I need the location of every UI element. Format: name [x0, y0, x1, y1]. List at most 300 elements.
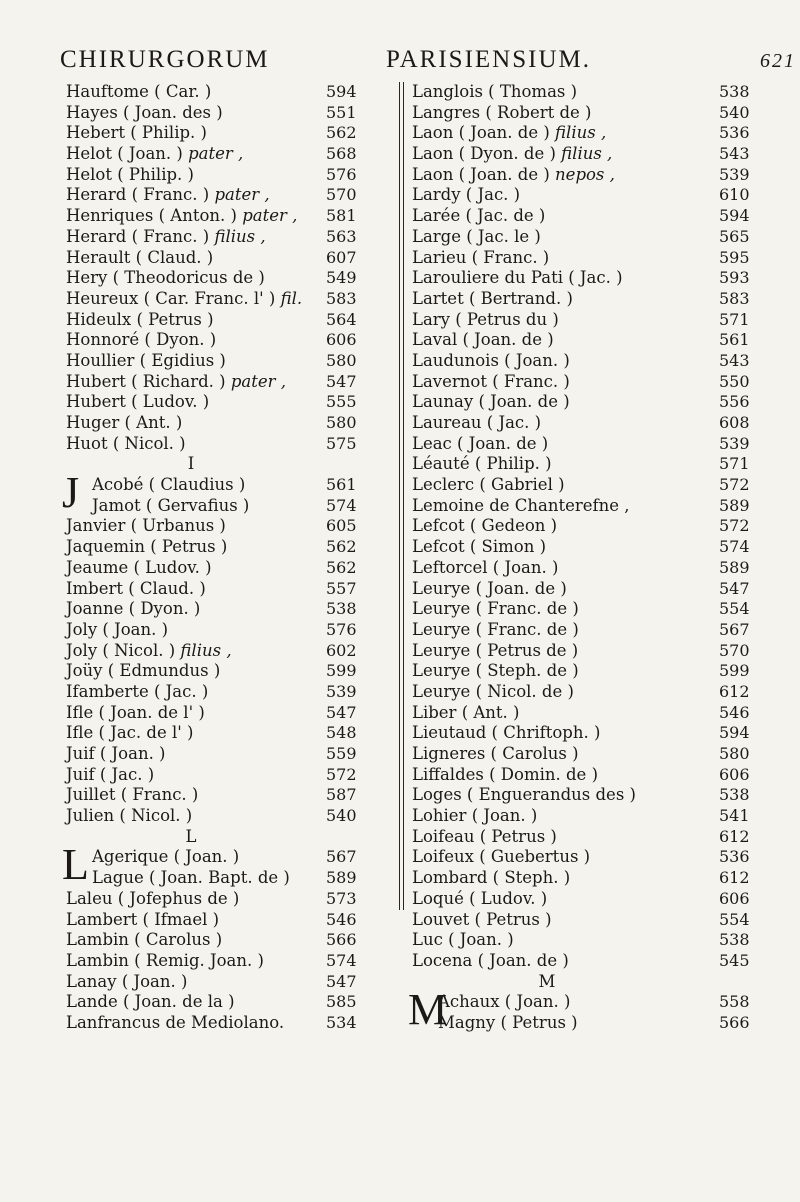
entry-name-text: Leclerc ( Gabriel )	[412, 475, 565, 495]
entry-name-text: Joanne ( Dyon. )	[66, 599, 201, 619]
index-entry	[412, 1013, 764, 1034]
entry-page-number: 558	[719, 992, 750, 1012]
index-entry	[66, 1013, 392, 1034]
entry-name-text: Juif ( Jac. )	[66, 764, 155, 784]
entry-name	[66, 785, 198, 806]
index-entry	[66, 82, 392, 103]
entry-name-text: Honnoré ( Dyon. )	[66, 330, 217, 350]
entry-name-text: Lieutaud ( Chriftoph. )	[412, 723, 601, 743]
entry-page-number: 538	[719, 930, 750, 950]
entry-page-number: 595	[719, 247, 750, 267]
index-entry	[66, 227, 392, 248]
entry-name-text: Henriques ( Anton. )	[66, 206, 237, 226]
entry-name-text: Lanay ( Joan. )	[66, 971, 188, 991]
index-entry	[66, 641, 392, 662]
index-entry	[66, 537, 392, 558]
entry-name-text: Langres ( Robert de )	[412, 102, 592, 122]
entry-page-number: 589	[719, 495, 750, 515]
index-entry	[66, 558, 392, 579]
entry-name	[66, 930, 222, 951]
entry-name	[66, 1013, 284, 1034]
entry-page-number: 554	[719, 909, 750, 929]
entry-page-number: 567	[326, 847, 357, 867]
index-entry	[412, 392, 764, 413]
entry-page-number: 573	[326, 888, 357, 908]
index-entry	[412, 351, 764, 372]
index-entry	[66, 972, 392, 993]
entry-name-text: Julien ( Nicol. )	[66, 806, 193, 826]
entry-name	[438, 1013, 578, 1034]
entry-page-number: 594	[326, 82, 357, 101]
index-entry	[66, 310, 392, 331]
entry-page-number: 536	[719, 123, 750, 143]
entry-name-text: Heureux ( Car. Franc. l' )	[66, 288, 276, 308]
entry-name-text: Lambert ( Ifmael )	[66, 909, 220, 929]
entry-page-number: 536	[719, 847, 750, 867]
entry-name-text: Achaux ( Joan. )	[438, 992, 571, 1012]
entry-page-number: 562	[326, 537, 357, 557]
entry-name	[66, 641, 232, 662]
entry-name	[412, 682, 574, 703]
page-number: 621	[760, 50, 796, 72]
entry-name-text: Houllier ( Egidius )	[66, 350, 226, 370]
entry-name-text: Laleu ( Jofephus de )	[66, 888, 240, 908]
entry-page-number: 563	[326, 226, 357, 246]
entry-name	[66, 103, 223, 124]
entry-name-text: Leftorcel ( Joan. )	[412, 557, 559, 577]
entry-page-number: 606	[326, 330, 357, 350]
entry-name-text: Lambin ( Remig. Joan. )	[66, 950, 264, 970]
entry-name-text: Laon ( Joan. de )	[412, 164, 550, 184]
entry-name	[412, 703, 519, 724]
entry-qualifier: filius ,	[561, 144, 613, 164]
entry-name-text: Leurye ( Nicol. de )	[412, 681, 574, 701]
entry-name	[412, 558, 558, 579]
index-entry	[66, 372, 392, 393]
drop-capital: M	[408, 985, 448, 1035]
entry-page-number: 550	[719, 371, 750, 391]
entry-page-number: 583	[326, 288, 357, 308]
index-entry	[412, 661, 764, 682]
entry-name	[66, 765, 154, 786]
entry-name-text: Imbert ( Claud. )	[66, 578, 206, 598]
index-entry	[66, 889, 392, 910]
entry-name-text: Helot ( Joan. )	[66, 144, 183, 164]
entry-page-number: 566	[719, 1012, 750, 1032]
entry-name-text: Lemoine de Chanterefne ,	[412, 495, 630, 515]
entry-name	[412, 765, 598, 786]
entry-name-text: Liber ( Ant. )	[412, 702, 520, 722]
entry-name-text: Lardy ( Jac. )	[412, 185, 521, 205]
entry-page-number: 547	[326, 371, 357, 391]
entry-name-text: Lambin ( Carolus )	[66, 930, 223, 950]
entry-name	[412, 599, 579, 620]
entry-page-number: 557	[326, 578, 357, 598]
index-entry	[412, 454, 764, 475]
entry-page-number: 547	[326, 971, 357, 991]
entry-page-number: 574	[719, 537, 750, 557]
entry-page-number: 571	[719, 309, 750, 329]
entry-name	[412, 620, 579, 641]
entry-name	[66, 806, 192, 827]
entry-page-number: 599	[719, 661, 750, 681]
entry-name-text: Lefcot ( Simon )	[412, 537, 547, 557]
entry-page-number: 589	[326, 868, 357, 888]
entry-name	[438, 992, 570, 1013]
entry-name	[66, 289, 302, 310]
index-entry	[412, 537, 764, 558]
entry-name	[412, 123, 606, 144]
entry-name	[412, 372, 570, 393]
index-entry	[66, 496, 392, 517]
entry-name-text: Lande ( Joan. de la )	[66, 992, 235, 1012]
entry-name-text: Luc ( Joan. )	[412, 930, 514, 950]
entry-page-number: 594	[719, 723, 750, 743]
entry-qualifier: pater ,	[242, 206, 298, 226]
index-entry	[66, 144, 392, 165]
index-entry	[66, 992, 392, 1013]
entry-page-number: 538	[719, 82, 750, 101]
entry-name	[66, 889, 239, 910]
entry-page-number: 539	[719, 164, 750, 184]
entry-name	[412, 434, 548, 455]
index-entry	[412, 723, 764, 744]
entry-name-text: Hayes ( Joan. des )	[66, 102, 223, 122]
column-divider	[399, 82, 400, 910]
entry-name-text: Laval ( Joan. de )	[412, 330, 554, 350]
entry-page-number: 543	[719, 144, 750, 164]
entry-page-number: 606	[719, 764, 750, 784]
entry-name-text: Hubert ( Ludov. )	[66, 392, 210, 412]
entry-name-text: Herard ( Franc. )	[66, 185, 210, 205]
entry-name-text: Joly ( Nicol. )	[66, 640, 176, 660]
entry-name	[66, 165, 194, 186]
entry-name-text: Ligneres ( Carolus )	[412, 744, 579, 763]
running-header	[60, 46, 800, 82]
entry-page-number: 574	[326, 950, 357, 970]
entry-name	[412, 910, 552, 931]
entry-name	[66, 579, 206, 600]
entry-name-text: Larée ( Jac. de )	[412, 206, 546, 226]
entry-page-number: 612	[719, 681, 750, 701]
entry-name-text: Joly ( Joan. )	[66, 619, 169, 639]
entry-page-number: 583	[719, 288, 750, 308]
entry-name-text: Lefcot ( Gedeon )	[412, 516, 558, 536]
entry-page-number: 565	[719, 226, 750, 246]
entry-name	[66, 537, 227, 558]
index-entry	[66, 392, 392, 413]
index-entry	[412, 289, 764, 310]
entry-page-number: 568	[326, 144, 357, 164]
entry-name	[66, 372, 286, 393]
entry-name-text: Huot ( Nicol. )	[66, 433, 186, 453]
entry-page-number: 570	[326, 185, 357, 205]
entry-name-text: Juillet ( Franc. )	[66, 785, 199, 805]
entry-name	[66, 558, 212, 579]
entry-name	[412, 475, 565, 496]
entry-name-text: Larieu ( Franc. )	[412, 247, 550, 267]
entry-name	[412, 289, 573, 310]
index-entry	[66, 103, 392, 124]
index-entry	[412, 330, 764, 351]
entry-name	[66, 951, 264, 972]
entry-name-text: Herault ( Claud. )	[66, 247, 214, 267]
entry-name-text: Laureau ( Jac. )	[412, 413, 542, 432]
entry-name	[412, 930, 514, 951]
entry-name	[66, 185, 270, 206]
entry-name-text: Ifle ( Jac. de l' )	[66, 723, 194, 743]
entry-qualifier: pater ,	[214, 185, 270, 205]
index-entry	[66, 123, 392, 144]
index-entry	[412, 82, 764, 103]
index-entry	[66, 744, 392, 765]
entry-page-number: 593	[719, 268, 750, 288]
index-entry	[66, 413, 392, 434]
entry-page-number: 606	[719, 888, 750, 908]
entry-name-text: Magny ( Petrus )	[438, 1012, 578, 1032]
entry-name-text: Launay ( Joan. de )	[412, 392, 570, 412]
entry-name-text: Loges ( Enguerandus des )	[412, 785, 636, 805]
entry-page-number: 548	[326, 723, 357, 743]
index-entry	[66, 206, 392, 227]
entry-qualifier: filius ,	[555, 123, 607, 143]
entry-name	[412, 516, 557, 537]
section-letter: M	[538, 971, 556, 991]
entry-page-number: 556	[719, 392, 750, 412]
entry-name-text: Lombard ( Steph. )	[412, 868, 571, 888]
index-entry	[412, 123, 764, 144]
entry-page-number: 546	[326, 909, 357, 929]
entry-name-text: Jeaume ( Ludov. )	[66, 557, 212, 577]
entry-page-number: 541	[719, 806, 750, 826]
index-entry	[66, 951, 392, 972]
entry-name-text: Liffaldes ( Domin. de )	[412, 764, 599, 784]
index-entry	[412, 310, 764, 331]
left-column	[62, 82, 392, 1034]
entry-page-number: 546	[719, 702, 750, 722]
index-entry	[412, 496, 764, 517]
index-entry	[66, 785, 392, 806]
entry-name	[66, 82, 211, 103]
entry-qualifier: pater ,	[230, 371, 286, 391]
entry-name	[66, 351, 226, 372]
index-entry	[412, 765, 764, 786]
entry-name	[412, 392, 570, 413]
header-right-title: PARISIENSIUM.	[386, 46, 591, 73]
entry-name	[412, 785, 636, 806]
entry-name	[66, 620, 168, 641]
entry-page-number: 585	[326, 992, 357, 1012]
entry-name	[412, 868, 570, 889]
entry-name-text: Laon ( Dyon. de )	[412, 144, 556, 164]
index-entry	[412, 930, 764, 951]
index-entry	[412, 475, 764, 496]
entry-name	[92, 847, 239, 868]
entry-name	[66, 268, 265, 289]
entry-page-number: 539	[326, 681, 357, 701]
entry-name	[66, 661, 220, 682]
index-entry	[412, 516, 764, 537]
index-entry	[412, 165, 764, 186]
entry-name	[412, 806, 537, 827]
index-entry	[66, 620, 392, 641]
index-entry	[412, 103, 764, 124]
entry-page-number: 581	[326, 206, 357, 226]
entry-page-number: 612	[719, 868, 750, 888]
entry-name	[66, 910, 219, 931]
index-entry	[66, 703, 392, 724]
entry-page-number: 576	[326, 619, 357, 639]
entry-page-number: 605	[326, 516, 357, 536]
entry-name	[412, 165, 615, 186]
entry-name	[412, 248, 549, 269]
index-entry	[412, 806, 764, 827]
entry-qualifier: filius ,	[180, 640, 232, 660]
entry-name	[412, 268, 623, 289]
entry-page-number: 572	[326, 764, 357, 784]
entry-page-number: 610	[719, 185, 750, 205]
entry-name-text: Lague ( Joan. Bapt. de )	[92, 868, 290, 888]
section-letter: L	[185, 826, 197, 846]
index-entry	[412, 620, 764, 641]
index-entry	[66, 165, 392, 186]
entry-page-number: 564	[326, 309, 357, 329]
entry-name	[66, 703, 205, 724]
entry-page-number: 561	[326, 475, 357, 495]
index-entry	[412, 827, 764, 848]
entry-name-text: Loifeux ( Guebertus )	[412, 847, 591, 867]
entry-name	[66, 599, 200, 620]
index-entry	[412, 372, 764, 393]
entry-name	[412, 951, 569, 972]
entry-name	[412, 185, 520, 206]
entry-name-text: Joüy ( Edmundus )	[66, 661, 221, 681]
index-entry	[412, 434, 764, 455]
index-entry	[412, 413, 764, 434]
entry-name-text: Lary ( Petrus du )	[412, 309, 559, 329]
entry-name	[66, 227, 266, 248]
entry-name	[412, 661, 579, 682]
index-entry	[66, 289, 392, 310]
entry-qualifier: pater ,	[188, 144, 244, 164]
entry-name-text: Jamot ( Gervafius )	[92, 495, 250, 515]
right-column	[408, 82, 764, 1035]
entry-name-text: Laudunois ( Joan. )	[412, 350, 570, 370]
entry-name	[412, 82, 577, 103]
index-entry	[412, 703, 764, 724]
index-entry	[412, 248, 764, 269]
entry-name	[412, 827, 557, 848]
entry-name	[66, 310, 214, 331]
entry-name-text: Hubert ( Richard. )	[66, 371, 226, 391]
entry-page-number: 567	[719, 619, 750, 639]
entry-page-number: 608	[719, 413, 750, 432]
entry-name-text: Leurye ( Joan. de )	[412, 578, 567, 598]
entry-name	[66, 248, 213, 269]
index-entry	[66, 434, 392, 455]
entry-page-number: 587	[326, 785, 357, 805]
entry-page-number: 540	[326, 806, 357, 826]
entry-name	[412, 744, 579, 765]
entry-page-number: 576	[326, 164, 357, 184]
entry-name-text: Hebert ( Philip. )	[66, 123, 207, 143]
index-entry	[66, 661, 392, 682]
index-entry	[412, 599, 764, 620]
entry-name	[66, 434, 186, 455]
entry-name	[412, 206, 545, 227]
entry-name-text: Lohier ( Joan. )	[412, 806, 538, 826]
entry-name	[92, 475, 245, 496]
index-entry	[412, 144, 764, 165]
entry-qualifier: fil.	[280, 288, 303, 308]
index-entry	[412, 889, 764, 910]
index-entry	[66, 599, 392, 620]
entry-name	[412, 496, 630, 517]
entry-name-text: Helot ( Philip. )	[66, 164, 194, 184]
entry-name	[412, 537, 546, 558]
entry-name-text: Leurye ( Franc. de )	[412, 599, 579, 619]
index-entry	[412, 910, 764, 931]
index-entry	[412, 558, 764, 579]
entry-page-number: 580	[326, 350, 357, 370]
index-entry	[412, 227, 764, 248]
entry-page-number: 572	[719, 475, 750, 495]
entry-page-number: 562	[326, 557, 357, 577]
entry-page-number: 566	[326, 930, 357, 950]
entry-qualifier: nepos ,	[555, 164, 615, 184]
entry-page-number: 589	[719, 557, 750, 577]
entry-name	[412, 847, 590, 868]
entry-name	[412, 413, 541, 434]
column-divider-inner	[403, 82, 404, 910]
entry-name-text: Louvet ( Petrus )	[412, 909, 552, 929]
entry-page-number: 555	[326, 392, 357, 412]
entry-name-text: Janvier ( Urbanus )	[66, 516, 226, 536]
index-entry	[412, 847, 764, 868]
entry-page-number: 599	[326, 661, 357, 681]
entry-page-number: 538	[326, 599, 357, 619]
entry-name	[66, 723, 193, 744]
entry-page-number: 570	[719, 640, 750, 660]
entry-name	[412, 103, 592, 124]
entry-page-number: 554	[719, 599, 750, 619]
entry-name-text: Leurye ( Petrus de )	[412, 640, 579, 660]
entry-name	[412, 723, 600, 744]
index-entry	[412, 185, 764, 206]
index-entry	[412, 868, 764, 889]
index-entry	[412, 268, 764, 289]
entry-page-number: 575	[326, 433, 357, 453]
entry-name	[412, 351, 570, 372]
entry-name	[412, 579, 567, 600]
entry-name-text: Jaquemin ( Petrus )	[66, 537, 228, 557]
entry-name	[66, 123, 207, 144]
index-entry	[66, 248, 392, 269]
entry-name-text: Leurye ( Steph. de )	[412, 661, 579, 681]
entry-name	[66, 413, 182, 434]
entry-name-text: Hauftome ( Car. )	[66, 82, 212, 101]
entry-name-text: Lavernot ( Franc. )	[412, 371, 570, 391]
header-left-title: CHIRURGORUM	[60, 46, 270, 73]
entry-name-text: Leurye ( Franc. de )	[412, 619, 579, 639]
entry-name-text: Lartet ( Bertrand. )	[412, 288, 573, 308]
entry-name	[66, 992, 235, 1013]
entry-name	[66, 144, 243, 165]
entry-page-number: 561	[719, 330, 750, 350]
index-entry	[66, 682, 392, 703]
entry-page-number: 545	[719, 950, 750, 970]
entry-name-text: Ifamberte ( Jac. )	[66, 681, 209, 701]
